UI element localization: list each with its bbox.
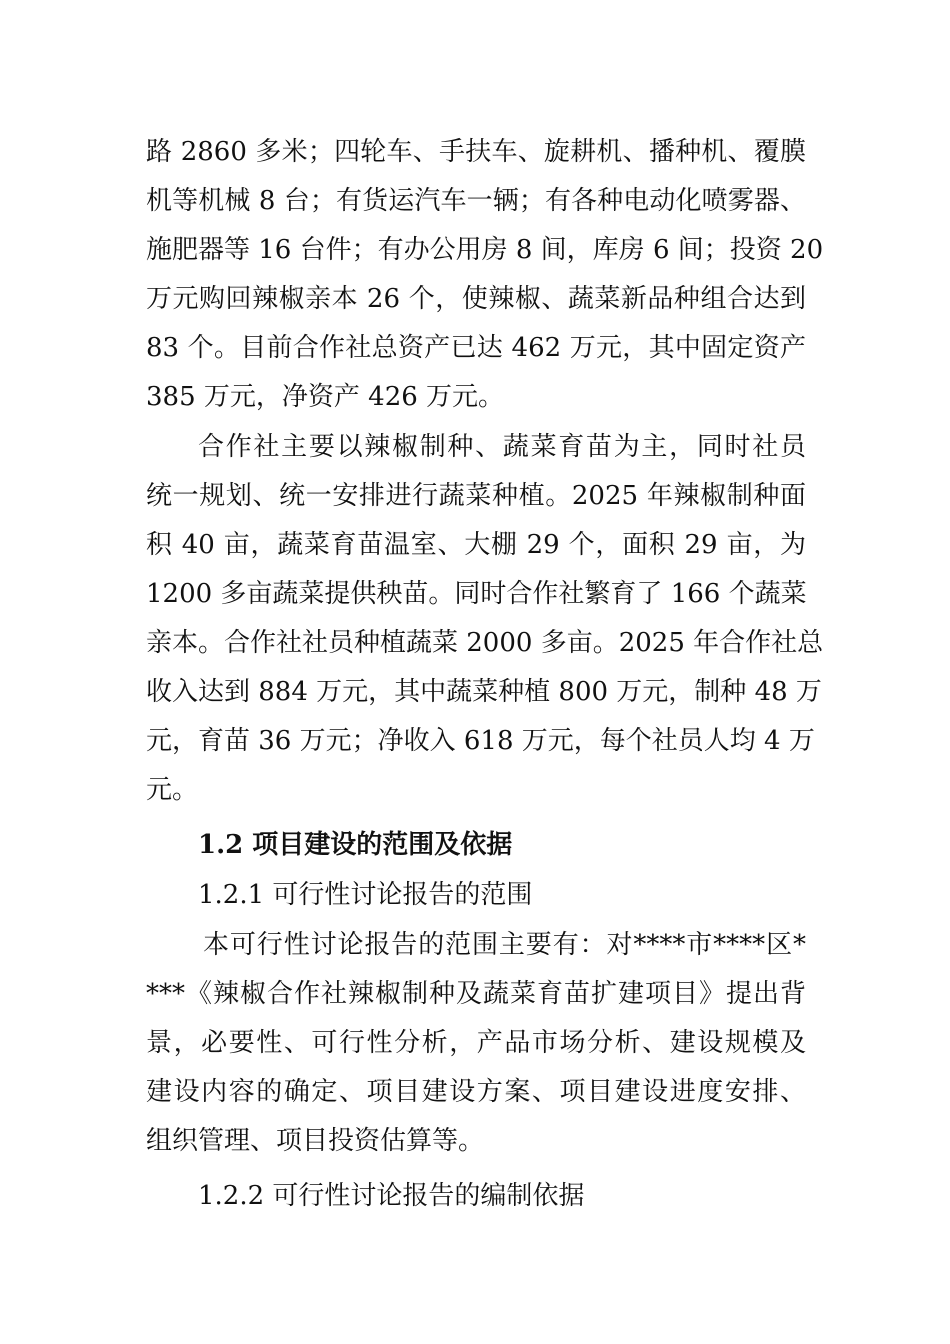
paragraph-line: 385 万元，净资产 426 万元。 bbox=[146, 382, 505, 412]
paragraph-line: 元，育苗 36 万元；净收入 618 万元，每个社员人均 4 万 bbox=[146, 726, 815, 756]
paragraph-line: 积 40 亩，蔬菜育苗温室、大棚 29 个，面积 29 亩，为 bbox=[146, 530, 806, 560]
paragraph-line: 统一规划、统一安排进行蔬菜种植。2025 年辣椒制种面 bbox=[146, 481, 806, 511]
paragraph-line: 组织管理、项目投资估算等。 bbox=[146, 1126, 485, 1156]
paragraph-line: 施肥器等 16 台件；有办公用房 8 间，库房 6 间；投资 20 bbox=[146, 235, 824, 265]
paragraph-line: 83 个。目前合作社总资产已达 462 万元，其中固定资产 bbox=[146, 333, 806, 363]
paragraph-line: 本可行性讨论报告的范围主要有：对****市****区* bbox=[203, 930, 806, 960]
subsection-heading: 1.2.1 可行性讨论报告的范围 bbox=[198, 880, 533, 910]
section-heading: 1.2 项目建设的范围及依据 bbox=[198, 830, 513, 860]
paragraph-line: 万元购回辣椒亲本 26 个，使辣椒、蔬菜新品种组合达到 bbox=[146, 284, 806, 314]
subsection-heading: 1.2.2 可行性讨论报告的编制依据 bbox=[198, 1181, 585, 1211]
paragraph-line: 景，必要性、可行性分析，产品市场分析、建设规模及 bbox=[146, 1028, 806, 1058]
paragraph-line: 路 2860 多米；四轮车、手扶车、旋耕机、播种机、覆膜 bbox=[146, 137, 806, 167]
paragraph-line: 收入达到 884 万元，其中蔬菜种植 800 万元，制种 48 万 bbox=[146, 677, 822, 707]
paragraph-line: 建设内容的确定、项目建设方案、项目建设进度安排、 bbox=[146, 1077, 806, 1107]
paragraph-line: 合作社主要以辣椒制种、蔬菜育苗为主，同时社员 bbox=[198, 432, 806, 462]
paragraph-line: 元。 bbox=[146, 775, 199, 805]
paragraph-line: 亲本。合作社社员种植蔬菜 2000 多亩。2025 年合作社总 bbox=[146, 628, 824, 658]
paragraph-line: ***《辣椒合作社辣椒制种及蔬菜育苗扩建项目》提出背 bbox=[146, 979, 806, 1009]
paragraph-line: 机等机械 8 台；有货运汽车一辆；有各种电动化喷雾器、 bbox=[146, 186, 806, 216]
paragraph-line: 1200 多亩蔬菜提供秧苗。同时合作社繁育了 166 个蔬菜 bbox=[146, 579, 807, 609]
